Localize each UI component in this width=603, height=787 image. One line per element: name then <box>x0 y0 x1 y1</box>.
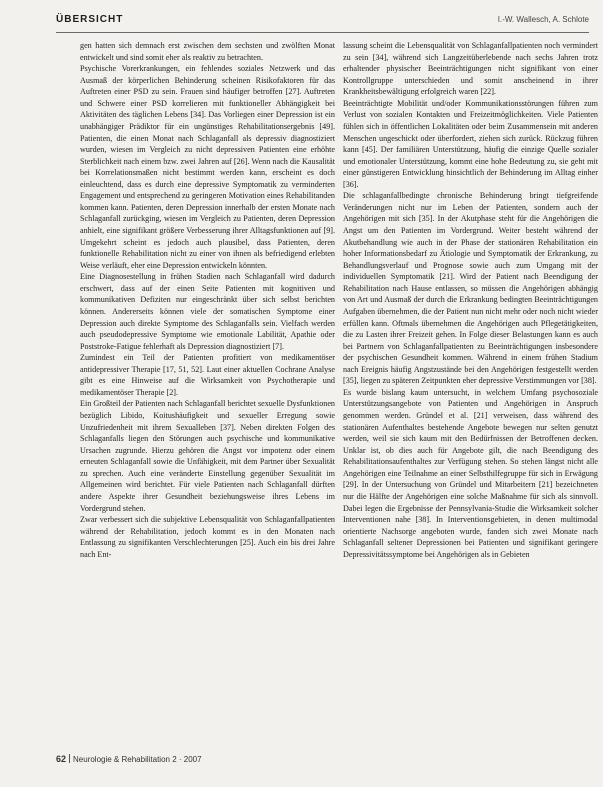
header-rule <box>56 32 589 33</box>
left-column <box>80 40 335 744</box>
page-number: 62 <box>56 754 67 764</box>
paragraph: Beeinträchtigte Mobilität und/oder Kommunikationsstörungen führen zum Verlust von sozialen Kontakten und Freizeitmöglichkeiten. Viele Patienten fühlen sich in öffentlichen Lokalitäten oder beim Zusammensein mit anderen Menschen ungeschickt oder überfordert, ziehen sich zurück. Rückzug führen kann [45]. Der familiären Unterstützung, häufig die einzige Quelle sozialer und emotionaler Unterstützung, kommt eine hohe Bedeutung zu, sie geht mit einer günstigeren Entwicklung hinsichtlich der Behinderung im Alltag einher [36]. <box>343 98 598 189</box>
paragraph: Psychische Vorerkrankungen, ein fehlendes soziales Netzwerk und das Ausmaß der körperlichen Behinderung scheinen Risikofaktoren für das Auftreten einer PSD zu sein. Frauen sind häufiger betroffen [27]. Auftreten und Schwere einer PSD korrelieren mit funktioneller Abhängigkeit bei Aktivitäten des täglichen Lebens [34]. Das Vorliegen einer Depression ist ein unabhängiger Prädiktor für ein ungünstiges Rehabilitationsergebnis [49]. Patienten, die einen Monat nach Schlaganfall als depressiv diagnostiziert wurden, wiesen im Vergleich zu nicht depressiven Patienten eine erhöhte Sterblichkeit nach einem bzw. zwei Jahren auf [26]. Wenn nach die Kausalität bei Korrelationsmaßen nicht bestimmt werden kann, erscheint es doch einleuchtend, dass es durch eine depressive Symptomatik zu verminderten Engagement und entsprechend zu geringeren Motivation eines Rehabilitanden kommen kann. Patienten, deren Depression innerhalb der ersten Monate nach Schlaganfall zurückging, wiesen im Vergleich zu Patienten, deren Depression anhielt, eine signifikant größere Verbesserung ihrer Alltagsfunktionen auf [9]. Umgekehrt scheint es jedoch auch plausibel, dass Patienten, deren funktionelle Rehabilitation nicht zu einer von ihnen als befriedigend erlebten Weise verläuft, eher eine Depression entwickeln könnten. <box>80 64 335 270</box>
page-footer <box>56 754 316 768</box>
section-label: ÜBERSICHT <box>56 14 124 25</box>
running-authors: I.-W. Wallesch, A. Schlote <box>497 15 589 24</box>
journal-name: Neurologie & Rehabilitation 2 · 2007 <box>73 755 202 764</box>
paragraph: Ein Großteil der Patienten nach Schlaganfall berichtet sexuelle Dysfunktionen bezüglich Libido, Koitushäufigkeit und sexueller Erregung sowie Unzufriedenheit mit ihrem Sexualleben [37]. Neben direkten Folgen des Schlaganfalls liegen den Störungen auch psychische und kommunikative Ursachen zugrunde. Hierzu gehören die Angst vor impotenz oder einem erneuten Schlaganfall sowie die Unfähigkeit, mit dem Partner über Sexualität zu sprechen. Auch eine veränderte Einstellung gegenüber Sexualität im Allgemeinen wird berichtet. Für viele Patienten nach Schlaganfall dürften andere Aspekte ihrer Gesundheit beziehungsweise ihres Lebens im Vordergrund stehen. <box>80 399 335 513</box>
page-header <box>56 10 589 34</box>
paragraph: Eine Diagnosestellung in frühen Stadien nach Schlaganfall wird dadurch erschwert, dass auf der einen Seite Patienten mit kognitiven und kommunikativen Defiziten nur eingeschränkt über sich selbst berichten können. Andererseits können viele der somatischen Symptome einer Depression auch direkte Symptome des Schlaganfalls sein. Vielfach werden auch pseudodepressive Symptome wie emotionale Labilität, Apathie oder Poststroke-Fatigue fehlerhaft als Depression diagnostiziert [7]. <box>80 272 335 351</box>
paragraph: Zumindest ein Teil der Patienten profitiert von medikamentöser antidepressiver Therapie [17, 51, 52]. Laut einer aktuellen Cochrane Analyse gibt es eine Hinweise auf die Wirksamkeit von Psychotherapie und medikamentöser Therapie [2]. <box>80 353 335 397</box>
paragraph: Die schlaganfallbedingte chronische Behinderung bringt tiefgreifende Veränderungen nicht nur im Leben der Patienten, sondern auch der Angehörigen mit sich [35]. In der Akutphase steht für die Angehörigen die Angst um den Patienten im Vordergrund. Weiter besteht während der Akutbehandlung wie auch in der Phase der stationären Rehabilitation ein hoher Informationsbedarf zu Ätiologie und Symptomatik der Erkrankung, zu Behandlungsverlauf und Prognose sowie auch zum Umgang mit der individuellen Symptomatik [21]. Wird der Patient nach Beendigung der Rehabilitation nach Hause entlassen, so müssen die Angehörigen abhängig von Art und Ausmaß der durch die Erkrankung bedingten Beeinträchtigungen Aufgaben übernehmen, die der Patient nun nicht mehr oder noch nicht wieder erfüllen kann. Oftmals übernehmen die Angehörigen auch Pflegetätigkeiten, die zu Lasten ihrer Freizeit gehen. In Folge dieser Belastungen kann es auch bei Partnern von Schlaganfallpatienten zu Beeinträchtigungen insbesondere der psychischen Gesundheit kommen. Während in einem frühen Stadium nach Ereignis häufig Angstzustände bei den Angehörigen festgestellt werden [35], liegen zu späteren Zeitpunkten eher depressive Verstimmungen vor [38]. <box>343 191 598 386</box>
right-column <box>343 40 598 744</box>
paragraph: gen hatten sich demnach erst zwischen dem sechsten und zwölften Monat entwickelt und sind somit eher als reaktiv zu betrachten. <box>80 41 335 62</box>
paragraph: Es wurde bislang kaum untersucht, in welchem Umfang psychosoziale Unterstützungsangebote von Patienten und Angehörigen in Anspruch genommen werden. Gründel et al. [21] verweisen, dass während des stationären Aufenthaltes bestehende Angebote bewegen nur selten genutzt werden, weil sie sich kaum mit den Bedürfnissen der Betroffenen decken. Unklar ist, ob dies auch für Angebote gilt, die nach Beendigung des Rehabilitationsaufenthaltes zur Verfügung stehen. So stehen längst nicht alle Angehörigen eine Teilnahme an einer Selbsthilfegruppe für sich in Erwägung [29]. In der Untersuchung von Gründel und Mitarbeitern [21] bezeichneten nur die Hälfte der Angehörigen eine solche Maßnahme für sich als sinnvoll. Dabei legen die Ergebnisse der Pennsylvania-Studie die Wirksamkeit solcher Interventionen nahe [38]. In Interventionsgebieten, in denen multimodal orientierte Nachsorge angeboten wurde, fanden sich zwei Monate nach Schlaganfall seltener Depressionen bei Patienten und signifikant geringere Depressivitätssymptome bei Angehörigen als in Gebieten <box>343 387 598 559</box>
footer-divider <box>69 754 70 763</box>
paragraph: Zwar verbessert sich die subjektive Lebensqualität von Schlaganfallpatienten während der Rehabilitation, jedoch kommt es in den Monaten nach Entlassung zu signifikanten Verschlechterungen [25]. Auch ein bis drei Jahre nach Ent- <box>80 515 335 559</box>
paragraph: lassung scheint die Lebensqualität von Schlaganfallpatienten noch vermindert zu sein [34], während sich Langzeitüberlebende nach sechs Jahren trotz erhaltender physischer Beeinträchtigungen nicht signifikant von einer Kontrollgruppe unterschieden und somit anscheinend in ihrer Krankheitsbewältigung erfolgreich waren [22]. <box>343 41 598 97</box>
